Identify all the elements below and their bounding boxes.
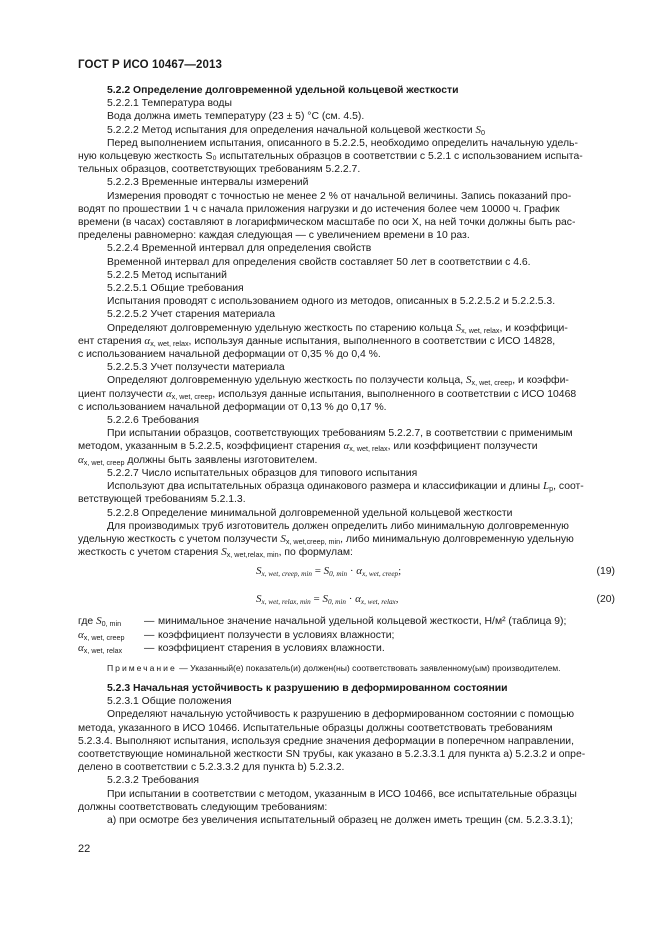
subsection-5-2-2-5-3: 5.2.2.5.3 Учет ползучести материала xyxy=(107,362,285,374)
paragraph-line: Определяют начальную устойчивость к разрушению в деформированном состоянии с помощью xyxy=(107,709,575,721)
paragraph-line: времени (в часах) составляют в логарифмическом масштабе по оси X, на ней точки должны быть рас- xyxy=(78,217,576,229)
paragraph-line: Перед выполнением испытания, описанного в 5.2.2.5, необходимо определить начальную удель- xyxy=(107,137,578,149)
paragraph-line: метода, указанного в ИСО 10466. Испытательные образцы должны соответствовать требованиям xyxy=(78,722,553,734)
paragraph-line: с использованием начальной деформации от 0,13 % до 0,17 %. xyxy=(78,401,387,413)
subsection-5-2-3-1: 5.2.3.1 Общие положения xyxy=(107,696,232,708)
paragraph-line: ветствующей требованиям 5.2.1.3. xyxy=(78,494,246,506)
paragraph: Испытания проводят с использованием одного из методов, описанных в 5.2.2.5.2 и 5.2.2.5.3. xyxy=(107,296,556,308)
section-heading-5-2-2: 5.2.2 Определение долговременной удельной кольцевой жесткости xyxy=(107,85,459,96)
subsection-5-2-3-2: 5.2.3.2 Требования xyxy=(107,775,199,787)
formula-number: (19) xyxy=(596,566,615,578)
paragraph-line: методом, указанным в 5.2.2.5, коэффициент старения $\alpha_{x, wet, relax}$, или коэффициент ползучести xyxy=(78,440,538,454)
document-header: ГОСТ Р ИСО 10467—2013 xyxy=(78,59,223,71)
paragraph-line: жесткость с учетом старения $S_{x, wet,relax, min}$, по формулам: xyxy=(78,546,353,560)
formula-number: (20) xyxy=(596,594,615,606)
paragraph-line: должны соответствовать следующим требованиям: xyxy=(78,801,328,813)
paragraph-line: 5.2.3.4. Выполняют испытания, используя средние значения деформации в поперечном направлении, xyxy=(78,735,574,747)
paragraph-line: водят по прошествии 1 ч с начала приложения нагрузки и до истечения более чем 10000 ч. График xyxy=(78,203,560,215)
note: Примечание — Указанный(е) показатель(и) должен(ны) соответствовать заявленному(ым) производителем. xyxy=(107,662,561,673)
paragraph-line: ент старения $\alpha_{x, wet, relax}$, используя данные испытания, выполненного в соответствии с ИСО 14828, xyxy=(78,334,556,348)
subsection-5-2-2-4: 5.2.2.4 Временной интервал для определения свойств xyxy=(107,243,372,255)
definition-row: $\alpha_{x, wet, creep}$ — коэффициент ползучести в условиях влажности; xyxy=(78,628,395,642)
paragraph-line: тельных образцов, соответствующих требованиям 5.2.2.7. xyxy=(78,164,361,176)
list-item: а) при осмотре без увеличения испытательный образец не должен иметь трещин (см. 5.2.3.3.1); xyxy=(107,814,573,826)
paragraph-line: При испытании образцов, соответствующих требованиям 5.2.2.7, в соответствии с применимым xyxy=(107,428,573,440)
section-heading-5-2-3: 5.2.3 Начальная устойчивость к разрушению в деформированном состоянии xyxy=(107,682,508,694)
subsection-5-2-2-3: 5.2.2.3 Временные интервалы измерений xyxy=(107,177,309,189)
paragraph-line: Определяют долговременную удельную жесткость по ползучести кольца, $S_{x, wet, creep}$, и коэффи- xyxy=(107,374,569,388)
paragraph-line: пределены равномерно: каждая следующая — с увеличением времени в 10 раз. xyxy=(78,230,470,242)
paragraph: Временной интервал для определения свойств составляет 50 лет в соответствии с 4.6. xyxy=(107,256,531,268)
paragraph-line: Используют два испытательных образца одинакового размера и классификации и длины $L_p$, соот- xyxy=(107,480,584,494)
definition-row: где $S_{0, min}$ — минимальное значение начальной удельной кольцевой жесткости, Н/м² (таблица 9); xyxy=(78,615,567,629)
paragraph-line: соответствующие номинальной жесткости SN трубы, как указано в 5.2.3.3.1 для пункта а) 5.2.3.2 и опре- xyxy=(78,748,586,760)
paragraph-line: с использованием начальной деформации от 0,35 % до 0,4 %. xyxy=(78,349,381,361)
definition-row: $\alpha_{x, wet, relax}$ — коэффициент старения в условиях влажности. xyxy=(78,641,385,655)
paragraph-line: делено в соответствии с 5.2.3.3.2 для пункта b) 5.2.3.2. xyxy=(78,762,345,774)
subsection-5-2-2-6: 5.2.2.6 Требования xyxy=(107,415,199,427)
subsection-5-2-2-5-2: 5.2.2.5.2 Учет старения материала xyxy=(107,309,275,321)
subsection-5-2-2-2: 5.2.2.2 Метод испытания для определения начальной кольцевой жесткости $S_0$ xyxy=(107,123,485,137)
paragraph-line: Определяют долговременную удельную жесткость по старению кольца $S_{x, wet, relax}$, и коэффици- xyxy=(107,321,568,335)
symbol-definitions xyxy=(78,615,615,655)
paragraph-line: Измерения проводят с точностью не менее 2 % от начальной величины. Запись показаний про- xyxy=(107,190,572,202)
document-body xyxy=(78,84,615,827)
subsection-5-2-2-8: 5.2.2.8 Определение минимальной долговременной удельной кольцевой жесткости xyxy=(107,507,513,519)
subsection-5-2-2-5-1: 5.2.2.5.1 Общие требования xyxy=(107,283,244,295)
page-number: 22 xyxy=(78,843,91,855)
paragraph-line: циент ползучести $\alpha_{x, wet, creep}$, используя данные испытания, выполненного в соответствии с ИСО 10468 xyxy=(78,387,577,401)
paragraph-line: удельную жесткость с учетом ползучести $S_{x, wet,creep, min}$, либо минимальную долговременную удельную xyxy=(78,532,574,546)
formula-19 xyxy=(78,565,615,581)
formula-expression: $S_{x, wet, creep, min} = S_{0, min} \cdot \alpha_{x, wet, creep}$; xyxy=(256,565,402,579)
subsection-5-2-2-1: 5.2.2.1 Температура воды xyxy=(107,98,232,110)
subsection-5-2-2-5: 5.2.2.5 Метод испытаний xyxy=(107,269,227,281)
formula-20 xyxy=(78,593,615,609)
subsection-5-2-2-7: 5.2.2.7 Число испытательных образцов для типового испытания xyxy=(107,467,418,479)
formula-expression: $S_{x, wet, relax, min} = S_{0, min} \cdot \alpha_{x, wet, relax}$, xyxy=(256,593,399,607)
paragraph-line: При испытании в соответствии с методом, указанным в ИСО 10466, все испытательные образцы xyxy=(107,788,577,800)
paragraph-line: ную кольцевую жесткость S₀ испытательных образцов в соответствии с 5.2.1 с использованием испыта- xyxy=(78,151,583,163)
paragraph: Вода должна иметь температуру (23 ± 5) °C (см. 4.5). xyxy=(107,111,365,123)
paragraph-line: $\alpha_{x, wet, creep}$ должны быть заявлены изготовителем. xyxy=(78,453,318,467)
paragraph-line: Для производимых труб изготовитель должен определить либо минимальную долговременную xyxy=(107,520,569,532)
